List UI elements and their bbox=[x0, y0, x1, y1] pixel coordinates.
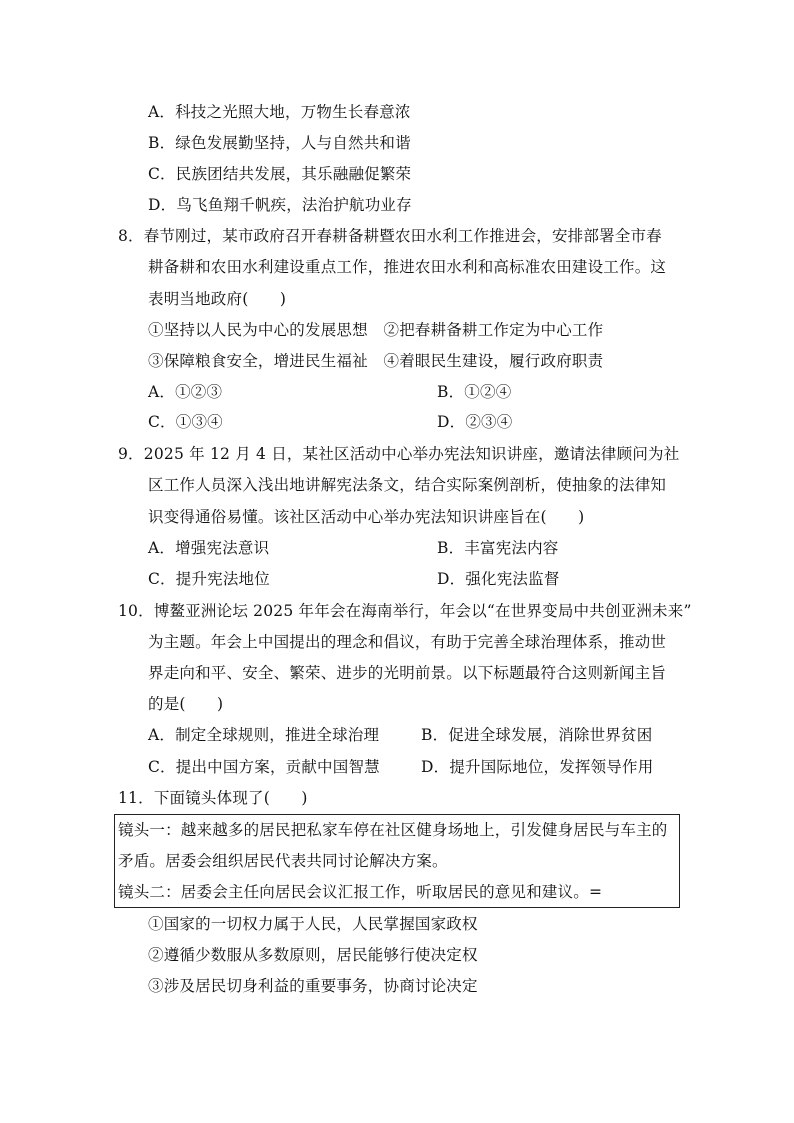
q8-statements-line-2: ③保障粮食安全，增进民生福祉 ④着眼民生建设，履行政府职责 bbox=[148, 352, 604, 370]
q9-stem-line-2: 区工作人员深入浅出地讲解宪法条文，结合实际案例剖析，使抽象的法律知 bbox=[148, 476, 667, 494]
q7-option-a: A．科技之光照大地，万物生长春意浓 bbox=[148, 103, 411, 121]
q9-option-c: C．提升宪法地位 bbox=[148, 570, 270, 588]
q8-option-a: A．①②③ bbox=[148, 383, 223, 401]
q11-stem: 11．下面镜头体现了( ) bbox=[118, 789, 308, 807]
q8-stem-line-3: 表明当地政府( ) bbox=[148, 290, 287, 308]
q11-box-line-1: 镜头一：越来越多的居民把私家车停在社区健身场地上，引发健身居民与车主的 bbox=[118, 821, 668, 839]
q11-box-line-3: 镜头二：居委会主任向居民会议汇报工作，听取居民的意见和建议。= bbox=[118, 883, 603, 901]
q11-statement-2: ②遵循少数服从多数原则，居民能够行使决定权 bbox=[148, 946, 478, 964]
q8-option-b: B．①②④ bbox=[437, 383, 512, 401]
q9-option-b: B．丰富宪法内容 bbox=[437, 539, 559, 557]
q8-option-c: C．①③④ bbox=[148, 413, 223, 431]
q10-option-b: B．促进全球发展，消除世界贫困 bbox=[421, 726, 653, 744]
q7-option-c: C．民族团结共发展，其乐融融促繁荣 bbox=[148, 165, 412, 183]
q10-stem-line-3: 界走向和平、安全、繁荣、进步的光明前景。以下标题最符合这则新闻主旨 bbox=[148, 664, 667, 682]
q8-stem-line-2: 耕备耕和农田水利建设重点工作，推进农田水利和高标准农田建设工作。这 bbox=[148, 258, 667, 276]
q10-option-d: D．提升国际地位，发挥领导作用 bbox=[421, 758, 654, 776]
q8-option-d: D．②③④ bbox=[437, 413, 513, 431]
q7-option-d: D．鸟飞鱼翔千帆疾，法治护航功业存 bbox=[148, 196, 412, 214]
q10-option-c: C．提出中国方案，贡献中国智慧 bbox=[148, 758, 380, 776]
q7-option-b: B．绿色发展勤坚持，人与自然共和谐 bbox=[148, 134, 411, 152]
q10-option-a: A．制定全球规则，推进全球治理 bbox=[148, 726, 380, 744]
q10-stem-line-4: 的是( ) bbox=[148, 695, 224, 713]
q10-stem-line-2: 为主题。年会上中国提出的理念和倡议，有助于完善全球治理体系，推动世 bbox=[148, 633, 667, 651]
q9-option-a: A．增强宪法意识 bbox=[148, 539, 270, 557]
q11-box-line-2: 矛盾。居委会组织居民代表共同讨论解决方案。 bbox=[118, 852, 448, 870]
q11-statement-1: ①国家的一切权力属于人民，人民掌握国家政权 bbox=[148, 915, 478, 933]
q9-stem-line-3: 识变得通俗易懂。该社区活动中心举办宪法知识讲座旨在( ) bbox=[148, 508, 585, 526]
q11-statement-3: ③涉及居民切身利益的重要事务，协商讨论决定 bbox=[148, 977, 478, 995]
q9-option-d: D．强化宪法监督 bbox=[437, 570, 560, 588]
q8-statements-line-1: ①坚持以人民为中心的发展思想 ②把春耕备耕工作定为中心工作 bbox=[148, 321, 604, 339]
q9-stem-line-1: 9．2025 年 12 月 4 日，某社区活动中心举办宪法知识讲座，邀请法律顾问为社 bbox=[118, 445, 680, 463]
q10-stem-line-1: 10．博鳌亚洲论坛 2025 年年会在海南举行，年会以“在世界变局中共创亚洲未来” bbox=[118, 602, 692, 620]
q8-stem-line-1: 8．春节刚过，某市政府召开春耕备耕暨农田水利工作推进会，安排部署全市春 bbox=[118, 227, 662, 245]
